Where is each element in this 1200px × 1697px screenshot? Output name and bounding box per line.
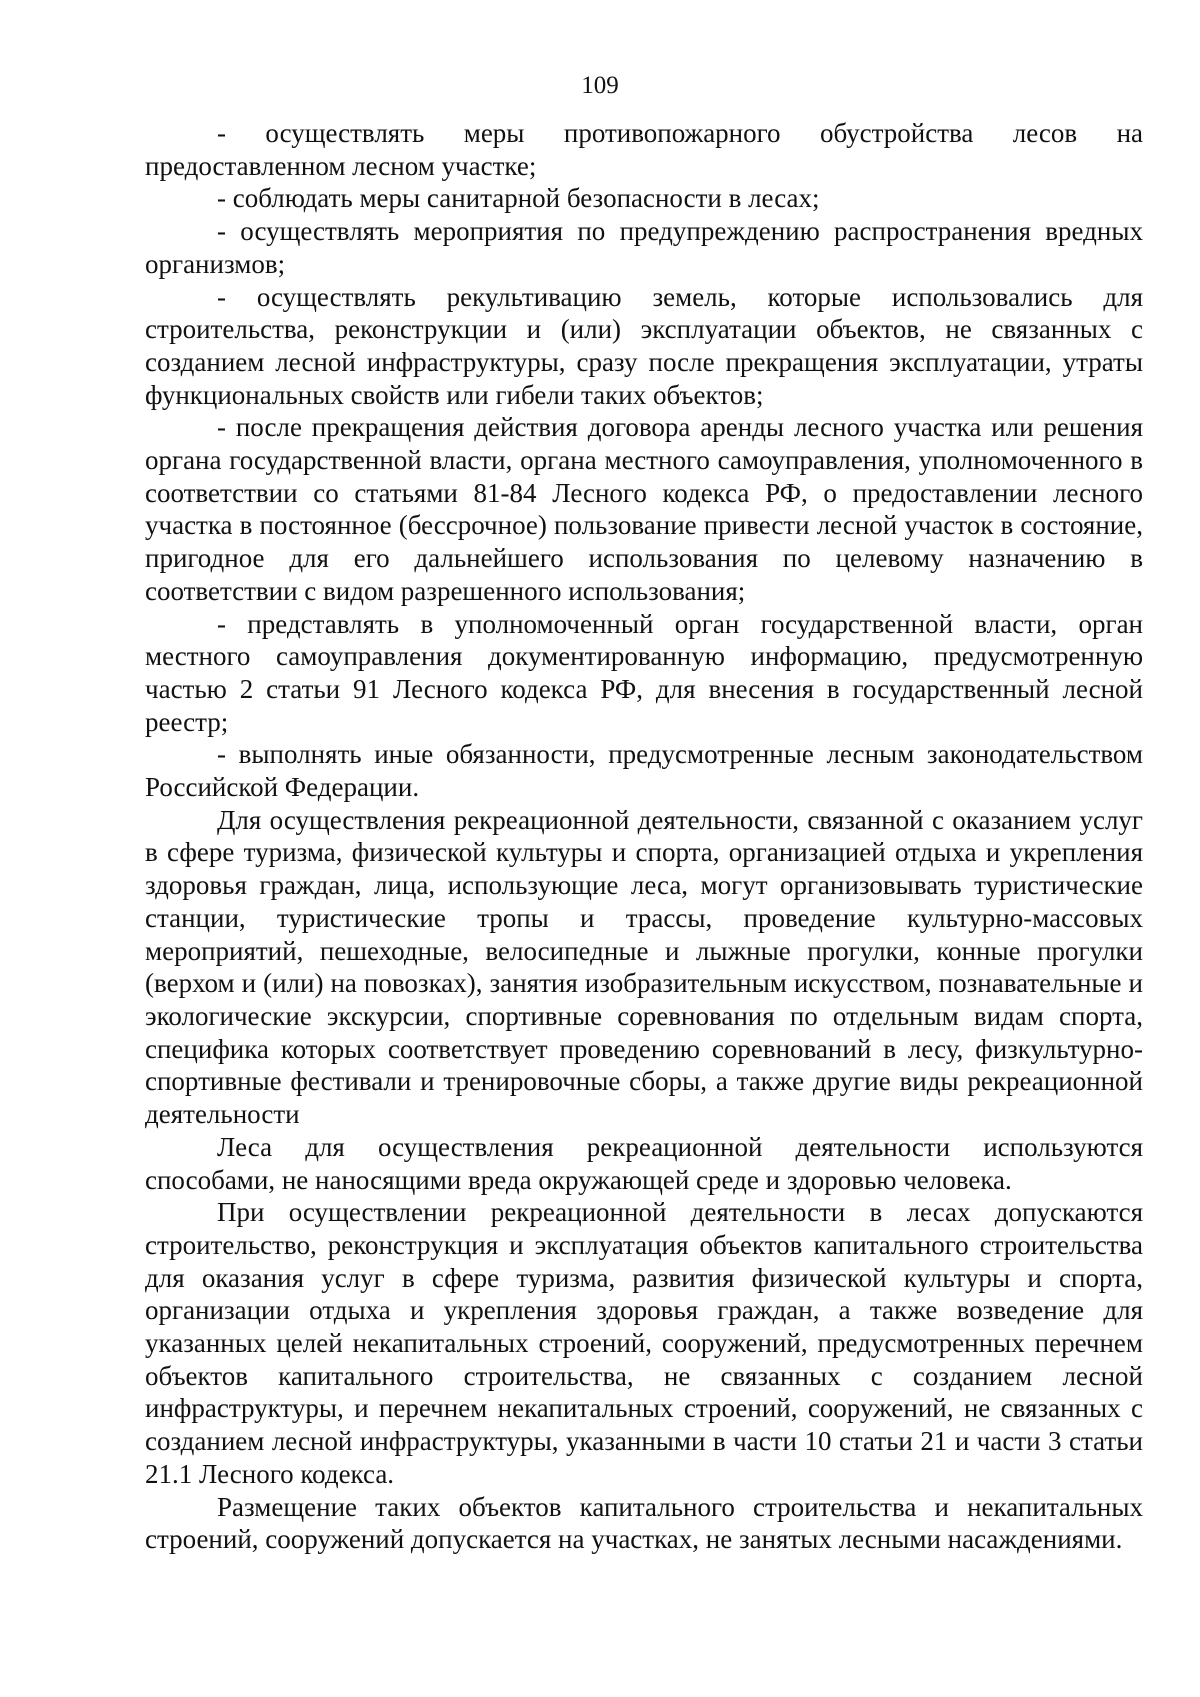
paragraph-after-lease-termination: - после прекращения действия договора аренды лесного участка или решения органа государственной власти, органа местного самоуправления, уполномоченного в соответствии со статьями 81-84 Лесного кодекса РФ, о предоставлении лесного участка в постоянное (бессрочное) пользование привести лесной участок в состояние, пригодное для его дальнейшего использования по целевому назначению в соответствии с видом разрешенного использования; bbox=[145, 412, 1143, 606]
paragraph-other-obligations: - выполнять иные обязанности, предусмотренные лесным законодательством Российской Федерации. bbox=[145, 739, 1143, 803]
paragraph-placement-areas: Размещение таких объектов капитального строительства и некапитальных строений, сооружений допускается на участках, не занятых лесными насаждениями. bbox=[145, 1491, 1143, 1555]
paragraph-harmless-methods: Леса для осуществления рекреационной деятельности используются способами, не наносящими вреда окружающей среде и здоровью человека. bbox=[145, 1131, 1143, 1195]
paragraph-recreational-activities: Для осуществления рекреационной деятельности, связанной с оказанием услуг в сфере туризма, физической культуры и спорта, организацией отдыха и укрепления здоровья граждан, лица, использующие леса, могут организовывать туристические станции, туристические тропы и трассы, проведение культурно-массовых мероприятий, пешеходные, велосипедные и лыжные прогулки, конные прогулки (верхом и (или) на повозках), занятия изобразительным искусством, познавательные и экологические экскурсии, спортивные соревнования по отдельным видам спорта, специфика которых соответствует проведению соревнований в лесу, физкультурно-спортивные фестивали и тренировочные сборы, а также другие виды рекреационной деятельности bbox=[145, 804, 1143, 1130]
document-body bbox=[145, 117, 1143, 1556]
page-number: 109 bbox=[581, 72, 619, 99]
paragraph-sanitary-safety: - соблюдать меры санитарной безопасности в лесах; bbox=[217, 183, 820, 214]
paragraph-land-recultivation: - осуществлять рекультивацию земель, которые использовались для строительства, реконструкции и (или) эксплуатации объектов, не связанных с созданием лесной инфраструктуры, сразу после прекращения эксплуатации, утраты функциональных свойств или гибели таких объектов; bbox=[145, 281, 1143, 410]
paragraph-pest-prevention: - осуществлять мероприятия по предупреждению распространения вредных организмов; bbox=[145, 216, 1143, 279]
paragraph-fire-safety-measures: - осуществлять меры противопожарного обустройства лесов на предоставленном лесном участке; bbox=[145, 118, 1143, 181]
paragraph-construction-permitted: При осуществлении рекреационной деятельности в лесах допускаются строительство, реконструкция и эксплуатация объектов капитального строительства для оказания услуг в сфере туризма, развития физической культуры и спорта, организации отдыха и укрепления здоровья граждан, а также возведение для указанных целей некапитальных строений, сооружений, предусмотренных перечнем объектов капитального строительства, не связанных с созданием лесной инфраструктуры, и перечнем некапитальных строений, сооружений, не связанных с созданием лесной инфраструктуры, указанными в части 10 статьи 21 и части 3 статьи 21.1 Лесного кодекса. bbox=[145, 1197, 1143, 1489]
paragraph-forest-register-info: - представлять в уполномоченный орган государственной власти, орган местного самоуправления документированную информацию, предусмотренную частью 2 статьи 91 Лесного кодекса РФ, для внесения в государственный лесной реестр; bbox=[145, 608, 1143, 737]
